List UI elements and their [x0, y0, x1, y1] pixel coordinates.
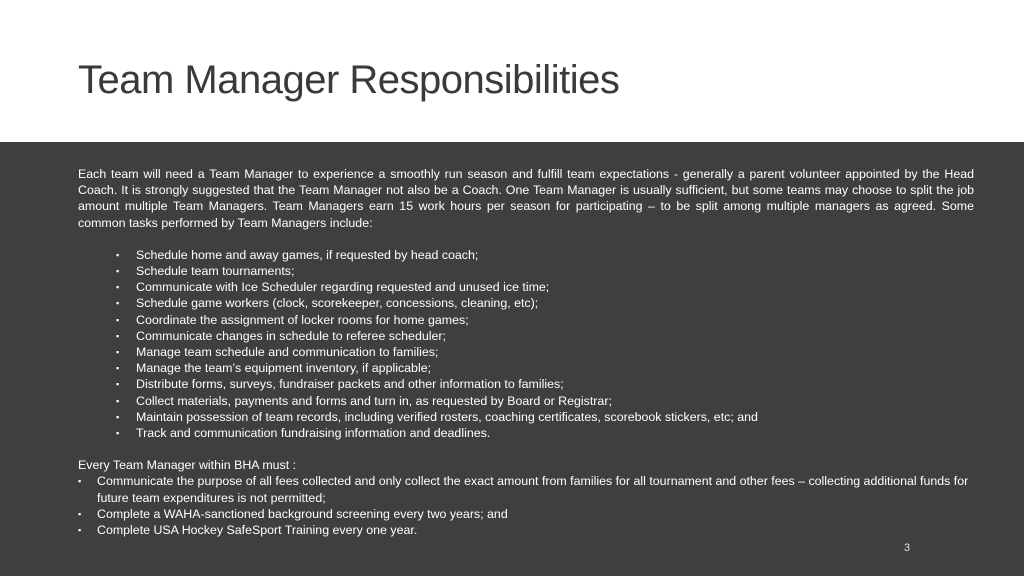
list-item	[116, 263, 974, 279]
bullet-icon: ▪	[116, 266, 120, 277]
task-text: Manage the team’s equipment inventory, if applicable;	[136, 361, 432, 376]
task-text: Maintain possession of team records, including verified rosters, coaching certificates, scorebook stickers, etc; and	[136, 409, 758, 424]
bullet-icon: ▪	[116, 330, 120, 341]
must-text: Complete USA Hockey SafeSport Training every one year.	[97, 523, 418, 538]
bullet-icon: ▪	[78, 508, 82, 519]
task-text: Schedule team tournaments;	[136, 264, 295, 279]
task-text: Distribute forms, surveys, fundraiser packets and other information to families;	[136, 377, 564, 392]
bullet-icon: ▪	[116, 428, 120, 439]
bullet-icon: ▪	[116, 395, 120, 406]
task-text: Communicate changes in schedule to referee scheduler;	[136, 328, 446, 343]
must-label: Every Team Manager within BHA must :	[78, 458, 297, 473]
task-text: Schedule game workers (clock, scorekeeper, concessions, cleaning, etc);	[136, 296, 539, 311]
tasks-list	[78, 247, 974, 441]
task-text: Manage team schedule and communication to families;	[136, 345, 439, 360]
bullet-icon: ▪	[78, 525, 82, 536]
list-item	[116, 295, 974, 311]
slide-header	[0, 0, 1024, 142]
list-item	[116, 328, 974, 344]
task-text: Track and communication fundraising information and deadlines.	[136, 426, 491, 441]
slide-title: Team Manager Responsibilities	[78, 58, 620, 102]
slide-content	[78, 166, 974, 538]
bullet-icon: ▪	[116, 298, 120, 309]
bullet-icon: ▪	[116, 363, 120, 374]
task-text: Collect materials, payments and forms and turn in, as requested by Board or Registrar;	[136, 393, 612, 408]
intro-paragraph: Each team will need a Team Manager to experience a smoothly run season and fulfill team expectations - generally a parent volunteer appointed by the Head Coach. It is strongly suggested that the Team Manager not also be a Coach. One Team Manager is usually sufficient, but some teams may choose to split the job amount multiple Team Managers. Team Managers earn 15 work hours per season for participating – to be split among multiple managers as agreed. Some common tasks performed by Team Managers include:	[78, 167, 974, 230]
slide-body	[0, 142, 1024, 576]
bullet-icon: ▪	[116, 411, 120, 422]
task-text: Communicate with Ice Scheduler regarding requested and unused ice time;	[136, 280, 550, 295]
list-item	[116, 393, 974, 409]
bullet-icon: ▪	[116, 249, 120, 260]
bullet-icon: ▪	[116, 314, 120, 325]
list-item	[116, 279, 974, 295]
bullet-icon: ▪	[116, 347, 120, 358]
page-number: 3	[904, 542, 911, 554]
must-list	[78, 473, 974, 538]
bullet-icon: ▪	[116, 282, 120, 293]
bullet-icon: ▪	[78, 476, 82, 487]
list-item	[78, 522, 974, 538]
list-item	[116, 312, 974, 328]
must-text: Communicate the purpose of all fees collected and only collect the exact amount from families for all tournament and other fees – collecting additional funds for future team expenditures is not permitted;	[97, 474, 969, 505]
list-item	[116, 376, 974, 392]
bullet-icon: ▪	[116, 379, 120, 390]
list-item	[116, 409, 974, 425]
list-item	[116, 344, 974, 360]
task-text: Coordinate the assignment of locker rooms for home games;	[136, 312, 469, 327]
list-item	[116, 425, 974, 441]
list-item	[116, 360, 974, 376]
task-text: Schedule home and away games, if requested by head coach;	[136, 247, 479, 262]
list-item	[116, 247, 974, 263]
must-text: Complete a WAHA-sanctioned background screening every two years; and	[97, 506, 508, 521]
list-item	[78, 506, 974, 522]
list-item	[78, 473, 974, 505]
